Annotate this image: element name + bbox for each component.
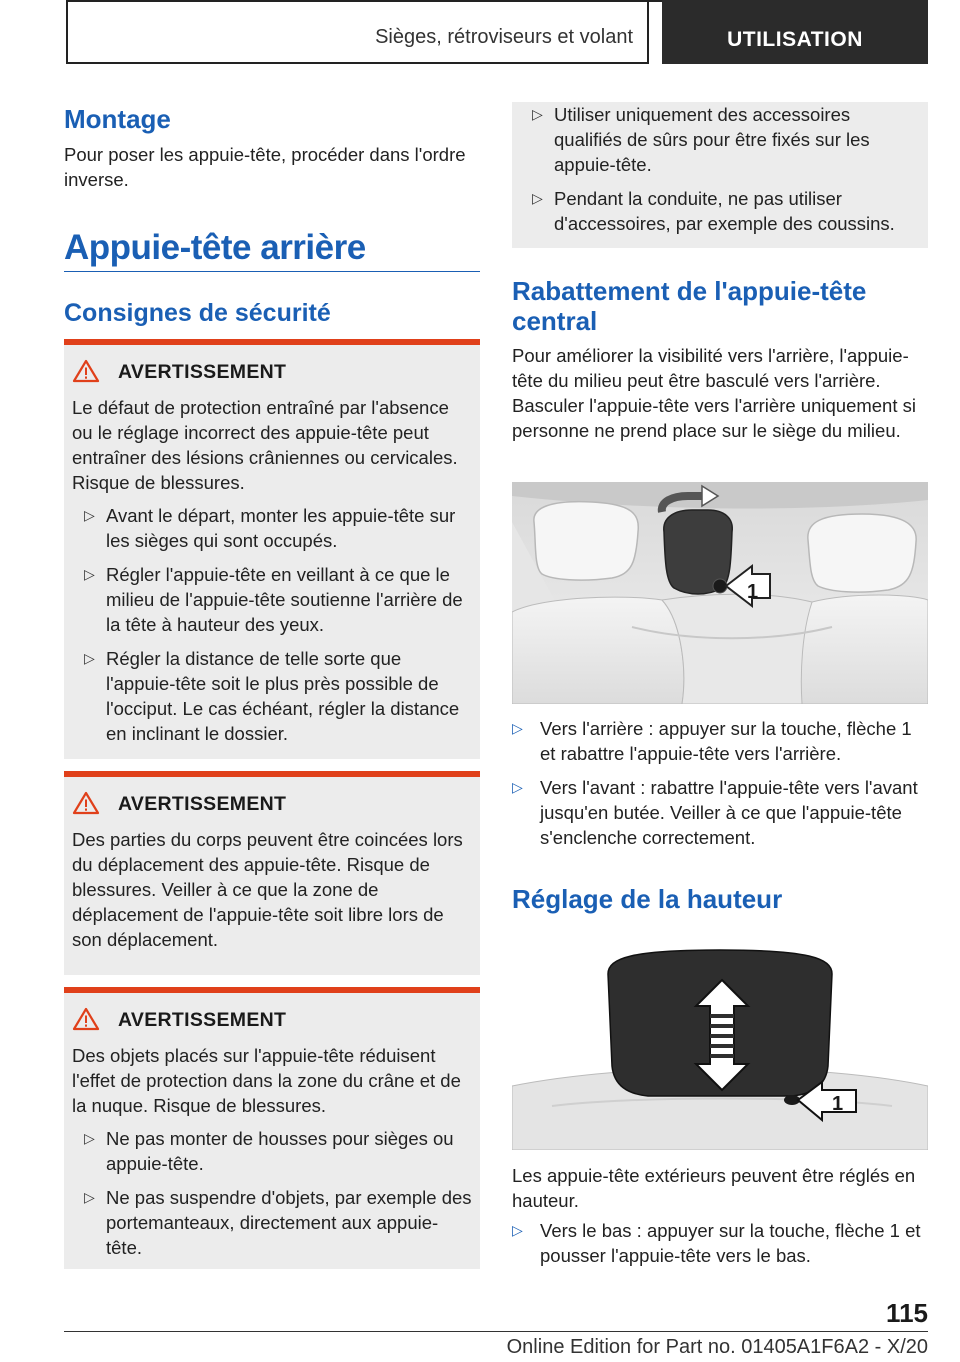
montage-text: Pour poser les appuie-tête, procéder dans l'ordre inverse.: [64, 144, 466, 190]
title-underline: [64, 271, 480, 272]
triangle-right-icon: ▷: [84, 507, 95, 523]
list-item: [72, 503, 474, 553]
list-item: [72, 562, 474, 637]
header-chapter-box: [66, 0, 649, 64]
triangle-right-icon: ▷: [84, 1130, 95, 1146]
page-number: 115: [886, 1298, 928, 1328]
reglage-text: Les appuie-tête extérieurs peuvent être réglés en hauteur.: [512, 1165, 916, 1211]
list-item: [512, 1218, 930, 1268]
triangle-right-icon: ▷: [512, 779, 523, 795]
triangle-right-icon: ▷: [512, 1222, 523, 1238]
warning-box-1: [64, 339, 480, 759]
list-item-text: Pendant la conduite, ne pas utiliser d'accessoires, par exemple des coussins.: [554, 188, 895, 234]
triangle-right-icon: ▷: [84, 566, 95, 582]
triangle-right-icon: ▷: [532, 190, 543, 206]
triangle-right-icon: ▷: [84, 650, 95, 666]
header-section-box: [662, 0, 928, 64]
warning-triangle-icon: [72, 1007, 100, 1031]
rear-headrest-illustration: [512, 482, 928, 704]
rabattement-text: Pour améliorer la visibilité vers l'arrière, l'appuie-tête du milieu peut être basculé vers l'arrière. Basculer l'appuie-tête vers l'arrière uniquement si personne ne prend place sur le siège du milieu.: [512, 345, 916, 441]
warning-body: [72, 1043, 474, 1260]
triangle-right-icon: ▷: [512, 720, 523, 736]
list-item-text: Régler la distance de telle sorte que l'appuie-tête soit le plus près possible de l'occiput. Le cas échéant, régler la distance en inclinant le dossier.: [106, 648, 460, 744]
warning-list: [72, 1126, 474, 1260]
triangle-right-icon: ▷: [532, 106, 543, 122]
warning-box-2: [64, 771, 480, 975]
callout-label-1: 1: [747, 581, 759, 603]
list-item-text: Utiliser uniquement des accessoires qualifiés de sûrs pour être fixés sur les appuie-tête.: [554, 104, 870, 175]
triangle-right-icon: ▷: [84, 1189, 95, 1205]
warning-triangle-icon: [72, 791, 100, 815]
warning-body: [72, 827, 474, 952]
list-item: [520, 102, 920, 177]
list-item-text: Vers l'avant : rabattre l'appuie-tête vers l'avant jusqu'en butée. Veiller à ce que l'appuie-tête s'enclenche correctement.: [540, 777, 918, 848]
warning-title: AVERTISSEMENT: [118, 793, 287, 815]
list-item-text: Vers l'arrière : appuyer sur la touche, flèche 1 et rabattre l'appuie-tête vers l'arrière.: [540, 718, 912, 764]
page-title: Appuie-tête arrière: [64, 228, 366, 267]
warning-text: Des parties du corps peuvent être coincées lors du déplacement des appuie-tête. Risque de blessures. Veiller à ce que la zone de déplacement de l'appuie-tête soit libre lors de son déplacement.: [72, 829, 463, 950]
warning-body: [72, 395, 474, 746]
callout-label-1: 1: [832, 1093, 844, 1115]
section-title: UTILISATION: [727, 28, 863, 51]
list-item: [520, 186, 920, 236]
list-item-text: Vers le bas : appuyer sur la touche, flèche 1 et pousser l'appuie-tête vers le bas.: [540, 1220, 921, 1266]
edition-text: Online Edition for Part no. 01405A1F6A2 - X/20: [506, 1336, 928, 1358]
list-item-text: Ne pas suspendre d'objets, par exemple des portemanteaux, directement aux appuie-tête.: [106, 1187, 472, 1258]
list-item-text: Ne pas monter de housses pour sièges ou appuie-tête.: [106, 1128, 454, 1174]
consignes-heading: Consignes de sécurité: [64, 299, 331, 327]
list-item: [72, 646, 474, 746]
list-item: [72, 1185, 474, 1260]
chapter-title: Sièges, rétroviseurs et volant: [375, 26, 633, 48]
warning-triangle-icon: [72, 359, 100, 383]
list-item: [512, 716, 930, 766]
list-item: [512, 775, 930, 850]
warning-text: Le défaut de protection entraîné par l'absence ou le réglage incorrect des appuie-tête peut entraîner des lésions crâniennes ou cervicales. Risque de blessures.: [72, 397, 458, 493]
warning-title: AVERTISSEMENT: [118, 1009, 287, 1031]
warning-text: Des objets placés sur l'appuie-tête réduisent l'effet de protection dans la zone du crâne et de la nuque. Risque de blessures.: [72, 1045, 461, 1116]
warning-box-continuation: [512, 102, 928, 248]
list-item-text: Avant le départ, monter les appuie-tête sur les sièges qui sont occupés.: [106, 505, 456, 551]
footer-rule: [64, 1331, 928, 1332]
warning-list: [520, 102, 920, 236]
rabattement-list: [512, 716, 930, 850]
warning-list: [72, 503, 474, 746]
reglage-heading: Réglage de la hauteur: [512, 884, 783, 914]
warning-box-3: [64, 987, 480, 1269]
montage-heading: Montage: [64, 104, 171, 134]
height-adjust-illustration: [512, 936, 928, 1150]
list-item: [72, 1126, 474, 1176]
reglage-list: [512, 1218, 930, 1268]
list-item-text: Régler l'appuie-tête en veillant à ce que le milieu de l'appuie-tête soutienne l'arrière de la tête à hauteur des yeux.: [106, 564, 463, 635]
warning-title: AVERTISSEMENT: [118, 361, 287, 383]
rabattement-heading: Rabattement de l'appuie-tête central: [512, 276, 867, 336]
